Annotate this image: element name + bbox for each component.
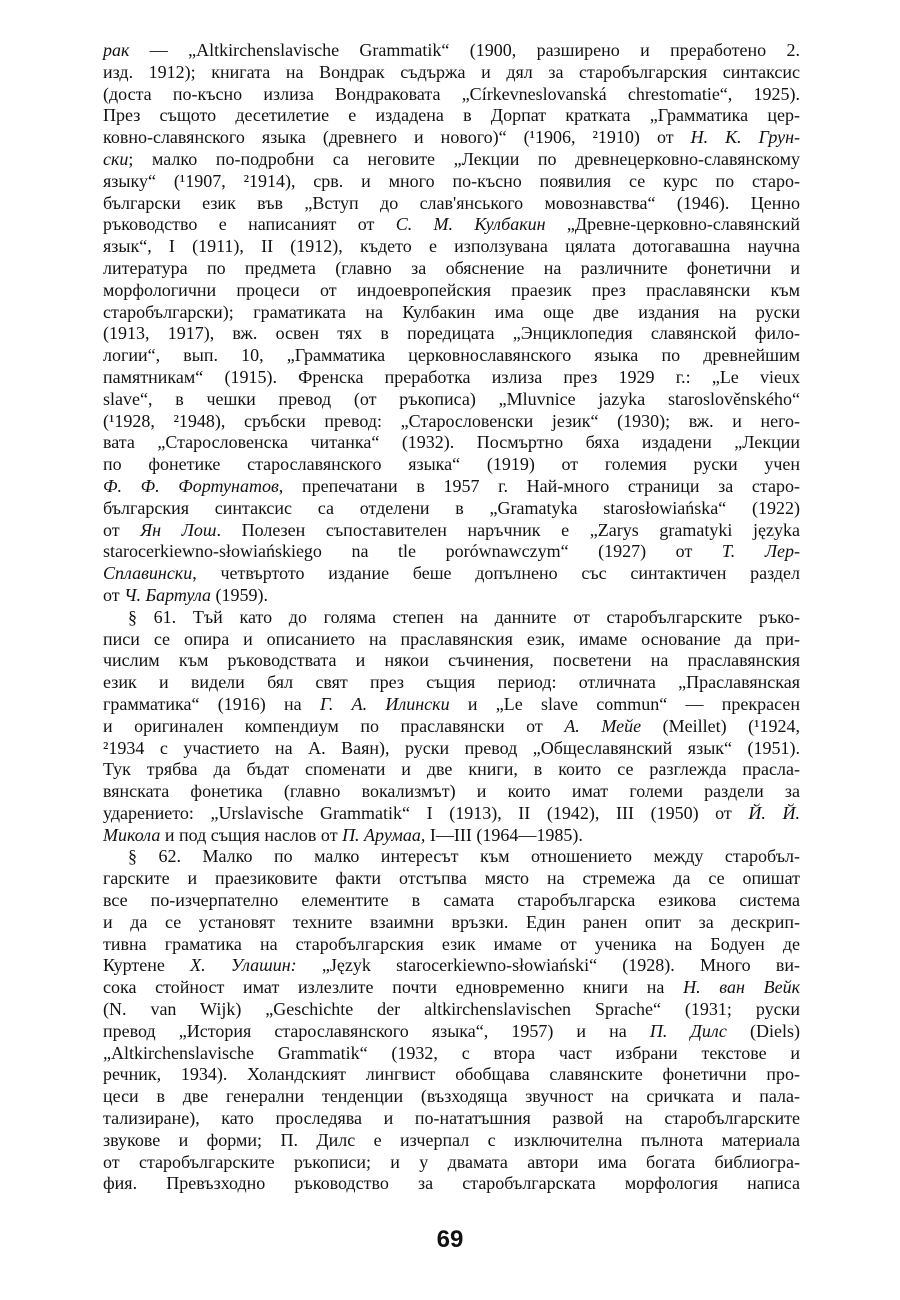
- text-span: § 62. Малко по малко интересът към отношението между старобъл-: [128, 846, 800, 867]
- text-span: „Język starocerkiewno-słowiański“ (1928). Много ви-: [296, 955, 800, 976]
- text-line: [103, 934, 800, 956]
- text-line: [103, 955, 800, 977]
- text-span: — „Altkirchenslavische Grammatik“ (1900, разширено и преработено 2.: [129, 40, 800, 60]
- text-span: и да се установят техните взаимни връзки. Един ранен опит за дескрип-: [103, 911, 800, 932]
- text-line: [103, 912, 800, 934]
- italic-name: Микола: [103, 824, 161, 845]
- text-line: [103, 999, 800, 1021]
- italic-name: П. Арумаа,: [342, 824, 426, 845]
- text-line: [103, 1086, 800, 1108]
- text-line: [103, 1152, 800, 1174]
- text-span: (доста по-късно излиза Вондраковата „Církevneslovanská chrestomatie“, 1925).: [103, 83, 800, 104]
- text-span: от: [103, 584, 125, 605]
- text-line: [103, 367, 800, 389]
- text-line: [103, 629, 800, 651]
- text-span: starocerkiewno-słowiańskiego na tle porównawczym“ (1927) от: [103, 541, 722, 562]
- text-span: ²1934 с участието на А. Ваян), руски превод „Общеславянский язык“ (1951).: [103, 737, 800, 758]
- text-span: старобългарски); граматиката на Кулбакин има още две издания на руски: [103, 301, 800, 322]
- text-span: . Полезен съпоставителен наръчник е „Zarys gramatyki języka: [216, 519, 800, 540]
- text-span: български език във „Вступ до слав'янського мовознавства“ (1946). Ценно: [103, 192, 800, 213]
- italic-name: Сплавински: [103, 563, 193, 584]
- paragraph: [103, 40, 800, 607]
- text-span: „Altkirchenslavische Grammatik“ (1932, с втора част избрани текстове и: [103, 1042, 800, 1063]
- text-span: логии“, вып. 10, „Грамматика церковнославянского языка по древнейшим: [103, 345, 800, 366]
- text-span: числим към ръководствата и някои съчинения, посветени на праславянския: [103, 650, 800, 671]
- text-line: [103, 258, 800, 280]
- text-span: slave“, в чешки превод (от ръкописа) „Mluvnice jazyka staroslověnského“: [103, 388, 800, 409]
- italic-name: Н. ван Вейк: [683, 977, 800, 998]
- text-span: През същото десетилетие е издадена в Дорпат кратката „Грамматика цер-: [103, 105, 800, 126]
- italic-name: Х. Улашин:: [190, 955, 297, 976]
- text-span: грамматика“ (1916) на: [103, 693, 320, 714]
- text-line: [103, 498, 800, 520]
- text-span: языку“ (¹1907, ²1914), срв. и много по-късно появилия се курс по старо-: [103, 170, 800, 191]
- text-span: гарските и праезиковите факти отстъпва място на стремежа да се опишат: [103, 868, 800, 889]
- text-span: език и видели бял свят през същия период: отличната „Праславянская: [103, 672, 800, 693]
- text-span: и под същия наслов от: [160, 824, 343, 845]
- text-span: (Diels): [726, 1020, 800, 1041]
- text-line: [103, 127, 800, 149]
- text-line: [103, 650, 800, 672]
- text-span: и оригинален компендиум по праславянски от: [103, 715, 565, 736]
- text-span: , четвъртото издание беше допълнено със синтактичен раздел: [192, 563, 800, 584]
- italic-name: рак: [103, 40, 130, 60]
- text-span: цеси в две генерални тенденции (възходяща звучност на сричката и пала-: [103, 1086, 800, 1107]
- text-span: изд. 1912); книгата на Вондрак съдържа и дял за старобългарския синтаксис: [103, 61, 800, 82]
- text-line: [103, 868, 800, 890]
- text-line: [103, 803, 800, 825]
- text-line: [103, 40, 800, 62]
- italic-name: А. Мейе: [564, 715, 642, 736]
- text-line: [103, 1173, 800, 1195]
- italic-name: П. Дилс: [649, 1020, 727, 1041]
- text-line: [103, 193, 800, 215]
- text-line: [103, 1021, 800, 1043]
- italic-name: Н. К. Грун-: [690, 127, 800, 148]
- text-line: [103, 1108, 800, 1130]
- text-span: памятникам“ (1915). Френска преработка излиза през 1929 г.: „Le vieux: [103, 366, 800, 387]
- text-span: по фонетике старославянского языка“ (1919) от големия руски учен: [103, 454, 800, 475]
- text-span: Куртене: [103, 955, 191, 976]
- text-line: [103, 302, 800, 324]
- text-span: от: [103, 519, 141, 540]
- text-line: [103, 62, 800, 84]
- text-span: тализиране), като проследява и по-нататъшния развой на старобългарските: [103, 1108, 800, 1129]
- text-line: [103, 1064, 800, 1086]
- text-span: българския синтаксис са отделени в „Gramatyka starosłowiańska“ (1922): [103, 497, 800, 518]
- text-span: писи се опира и описанието на праславянския език, имаме основание да при-: [103, 628, 800, 649]
- italic-name: Й. Й.: [748, 802, 801, 823]
- text-span: речник, 1934). Холандският лингвист обобщава славянските фонетични про-: [103, 1064, 800, 1085]
- text-line: [103, 890, 800, 912]
- text-line: [103, 1130, 800, 1152]
- text-span: , препечатани в 1957 г. Най-много страници за старо-: [278, 475, 800, 496]
- italic-name: Ян Лош: [140, 519, 217, 540]
- text-line: [103, 846, 800, 868]
- text-span: от старобългарските ръкописи; и у двамата автори има богата библиогра-: [103, 1151, 800, 1172]
- text-line: [103, 781, 800, 803]
- text-line: [103, 825, 800, 847]
- paragraph: [103, 607, 800, 847]
- text-span: и „Le slave commun“ — прекрасен: [449, 693, 800, 714]
- text-span: фия. Превъзходно ръководство за старобългарската морфология написа: [103, 1173, 800, 1194]
- page-number: 69: [436, 1226, 464, 1253]
- text-line: [103, 738, 800, 760]
- text-span: § 61. Тъй като до голяма степен на данните от старобългарските ръко-: [128, 606, 800, 627]
- text-line: [103, 716, 800, 738]
- italic-name: С. М. Кулбакин: [395, 214, 546, 235]
- text-line: [103, 541, 800, 563]
- text-line: [103, 607, 800, 629]
- text-span: превод „История старославянского языка“, 1957) и на: [103, 1020, 650, 1041]
- text-line: [103, 759, 800, 781]
- text-span: ковно-славянского языка (древнего и нового)“ (¹1906, ²1910) от: [103, 127, 691, 148]
- text-span: ударението: „Urslavische Grammatik“ I (1913), II (1942), III (1950) от: [103, 802, 749, 823]
- text-span: звукове и форми; П. Дилс е изчерпал с изключителна пълнота материала: [103, 1129, 800, 1150]
- page-body: [103, 40, 800, 1195]
- text-line: [103, 105, 800, 127]
- text-span: (¹1928, ²1948), сръбски превод: „Старословенски језик“ (1930); вж. и него-: [103, 410, 800, 431]
- italic-name: Г. А. Илински: [319, 693, 450, 714]
- text-line: [103, 476, 800, 498]
- text-line: [103, 389, 800, 411]
- text-span: литература по предмета (главно за обяснение на различните фонетични и: [103, 257, 800, 278]
- text-span: все по-изчерпателно елементите в самата старобългарска езикова система: [103, 890, 800, 911]
- text-line: [103, 454, 800, 476]
- text-line: [103, 432, 800, 454]
- text-span: Тук трябва да бъдат споменати и две книги, в които се разглежда прасла-: [103, 759, 800, 780]
- text-span: морфологични процеси от индоевропейския праезик през праславянски към: [103, 279, 800, 300]
- text-span: „Древне-церковно-славянский: [545, 214, 801, 235]
- italic-name: Т. Лер-: [721, 541, 800, 562]
- text-span: сока стойност имат излезлите почти едновременно книги на: [103, 977, 684, 998]
- text-span: язык“, I (1911), II (1912), където е използувана цялата дотогавашна научна: [103, 236, 800, 257]
- text-line: [103, 280, 800, 302]
- text-span: вянската фонетика (главно вокализмът) и които имат големи раздели за: [103, 781, 800, 802]
- text-span: (1913, 1917), вж. освен тях в поредицата „Энциклопедия славянской фило-: [103, 323, 800, 344]
- text-span: (N. van Wijk) „Geschichte der altkirchenslavischen Sprache“ (1931; руски: [103, 999, 800, 1020]
- text-line: [103, 411, 800, 433]
- text-line: [103, 345, 800, 367]
- text-span: тивна граматика на старобългарския език имаме от ученика на Бодуен де: [103, 933, 800, 954]
- text-line: [103, 171, 800, 193]
- text-line: [103, 694, 800, 716]
- text-span: I—III (1964—1985).: [425, 824, 583, 845]
- text-span: вата „Старословенска читанка“ (1932). Посмъртно бяха издадени „Лекции: [103, 432, 800, 453]
- text-line: [103, 1043, 800, 1065]
- text-line: [103, 563, 800, 585]
- text-span: ; малко по-подробни са неговите „Лекции по древнецерковно-славянскому: [128, 148, 800, 169]
- text-line: [103, 672, 800, 694]
- text-line: [103, 520, 800, 542]
- paragraph: [103, 846, 800, 1195]
- text-line: [103, 214, 800, 236]
- text-line: [103, 323, 800, 345]
- text-line: [103, 149, 800, 171]
- text-span: (1959).: [211, 584, 269, 605]
- text-line: [103, 585, 800, 607]
- text-line: [103, 236, 800, 258]
- italic-name: ски: [103, 148, 129, 169]
- text-line: [103, 84, 800, 106]
- text-span: (Meillet) (¹1924,: [641, 715, 800, 736]
- text-line: [103, 977, 800, 999]
- text-span: ръководство е написаният от: [103, 214, 396, 235]
- italic-name: Ф. Ф. Фортунатов: [103, 475, 279, 496]
- italic-name: Ч. Бартула: [124, 584, 212, 605]
